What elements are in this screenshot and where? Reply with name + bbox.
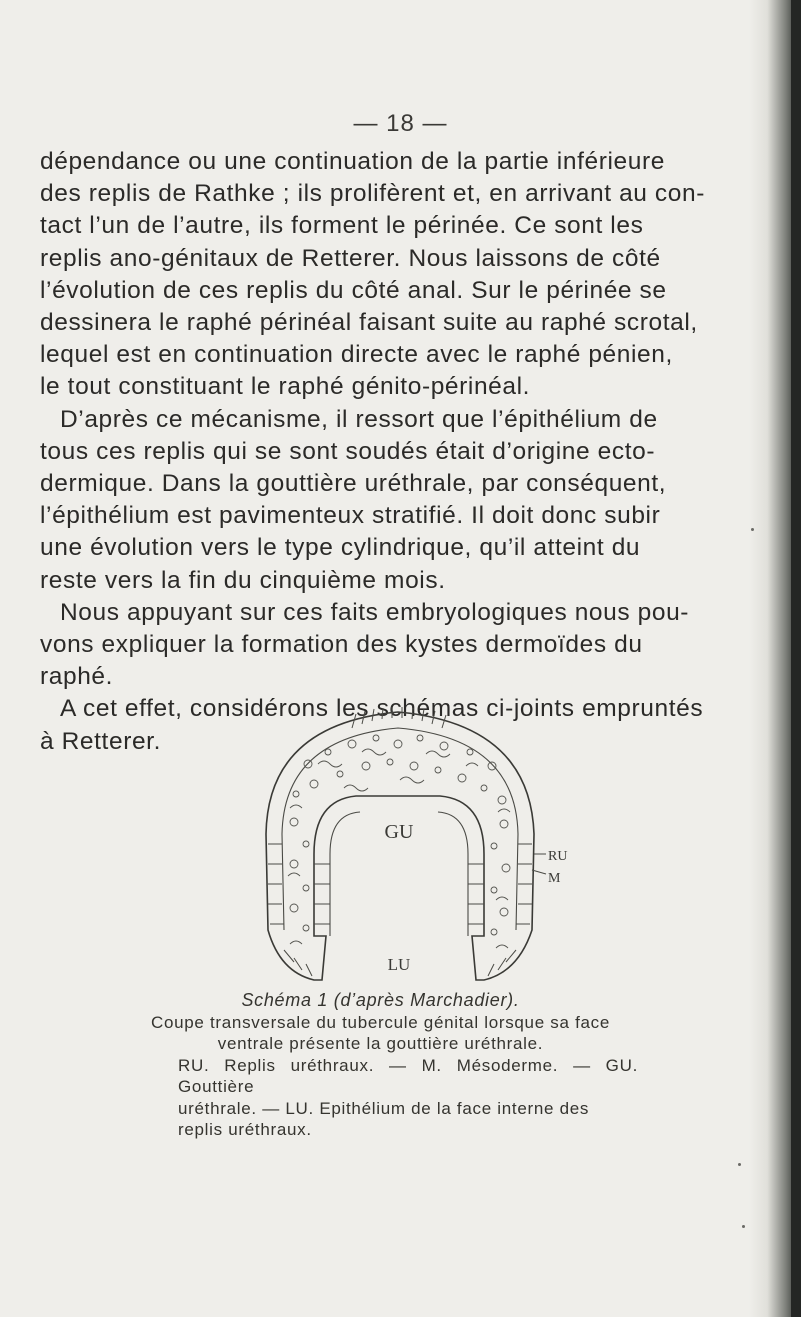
text-line: Nous appuyant sur ces faits embryologiques nous pou- (60, 598, 690, 626)
caption-title-text: Schéma 1 (d’après Marchadier). (241, 990, 520, 1010)
text-line: raphé. (40, 663, 114, 691)
paper-speck (738, 1163, 741, 1166)
text-line: l’épithélium est pavimenteux stratifié. Il doit donc subir (40, 502, 661, 530)
caption-legend-line-3: replis uréthraux. (178, 1120, 312, 1139)
caption-description-line-1: Coupe transversale du tubercule génital lorsque sa face (150, 1012, 611, 1032)
caption-description-line-2: ventrale présente la gouttière uréthrale. (217, 1034, 544, 1053)
text-line: D’après ce mécanisme, il ressort que l’épithélium de (60, 405, 658, 433)
text-line: dessinera le raphé périnéal faisant suite au raphé scrotal, (40, 309, 698, 337)
caption-legend-line-1: RU. Replis uréthraux. — M. Mésoderme. — GU. Gouttière (178, 1055, 638, 1096)
text-line: dépendance ou une continuation de la partie inférieure (40, 148, 665, 175)
label-m: M (548, 871, 561, 886)
outer-epithelium-outline (266, 712, 534, 980)
caption-title (0, 990, 801, 1012)
page-number: — 18 — (353, 110, 448, 137)
text-line: tact l’un de l’autre, ils forment le périnée. Ce sont les (40, 212, 644, 240)
text-line: A cet effet, considérons les schémas ci-joints empruntés (60, 695, 704, 723)
paper-speck (751, 528, 754, 531)
text-line: lequel est en continuation directe avec le raphé pénien, (40, 341, 673, 369)
schema-diagram (248, 704, 578, 984)
caption-legend-line-2: uréthrale. — LU. Epithélium de la face interne des (178, 1098, 590, 1118)
label-ru: RU (548, 849, 568, 864)
label-lu: LU (387, 955, 411, 974)
paper-speck (742, 1225, 745, 1228)
body-text (40, 146, 716, 758)
label-gu: GU (384, 821, 414, 843)
text-line: dermique. Dans la gouttière uréthrale, par conséquent, (40, 470, 667, 498)
text-line: une évolution vers le type cylindrique, qu’il atteint du (40, 534, 641, 562)
text-line: à Retterer. (40, 727, 161, 755)
text-line: l’évolution de ces replis du côté anal. Sur le périnée se (40, 276, 667, 304)
text-line: vons expliquer la formation des kystes dermoïdes du (40, 631, 643, 659)
lateral-cell-ticks (268, 844, 532, 924)
inner-epithelium-line-left (330, 812, 360, 936)
figure-caption (0, 990, 801, 1141)
inner-epithelium-line-right (438, 812, 468, 936)
text-line: des replis de Rathke ; ils prolifèrent et, en arrivant au con- (40, 180, 705, 208)
text-line: reste vers la fin du cinquième mois. (40, 566, 446, 594)
text-line: replis ano-génitaux de Retterer. Nous laissons de côté (40, 244, 661, 272)
text-line: le tout constituant le raphé génito-périnéal. (40, 373, 531, 401)
text-line: tous ces replis qui se sont soudés était d’origine ecto- (40, 437, 656, 465)
m-pointer (532, 870, 546, 874)
